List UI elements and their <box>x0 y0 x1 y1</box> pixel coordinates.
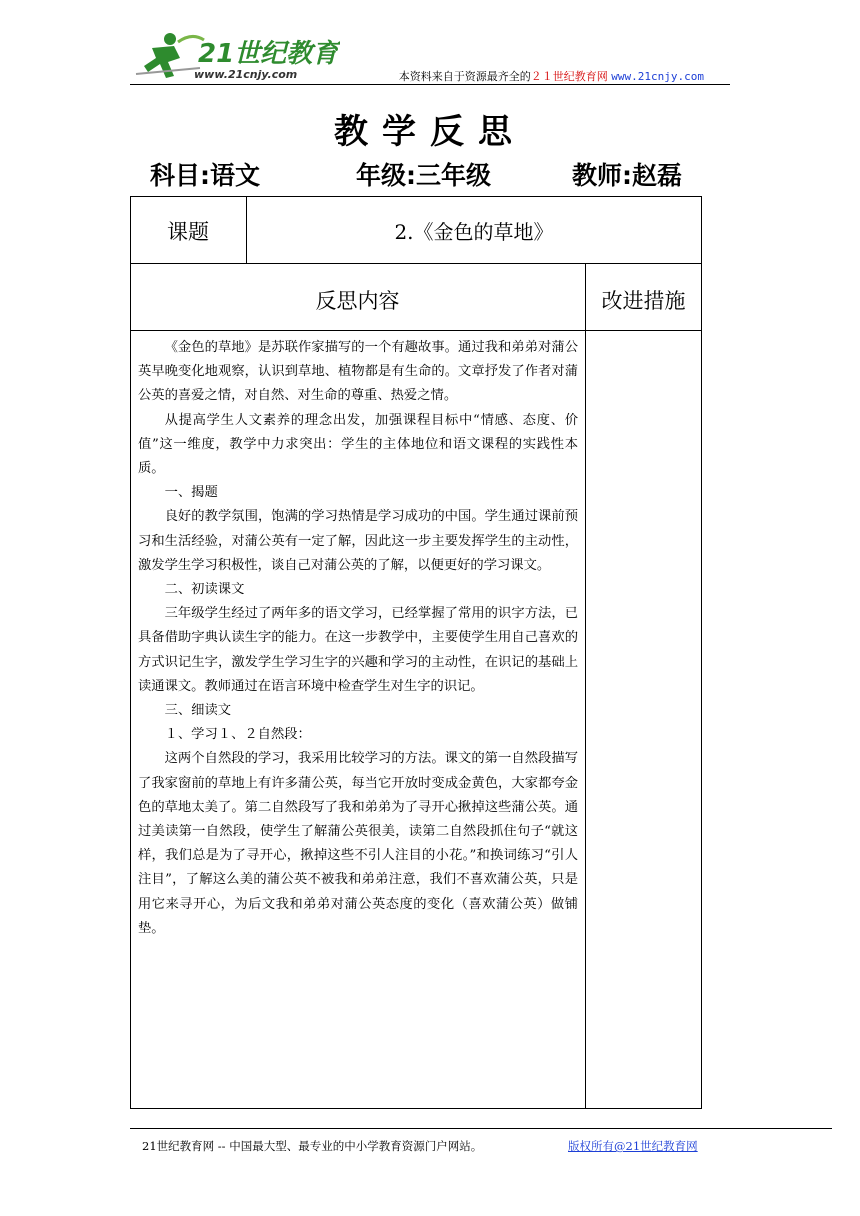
svg-text:21世纪教育: 21世纪教育 <box>198 39 339 69</box>
footer-divider <box>130 1128 832 1129</box>
footer-copyright-link[interactable]: 版权所有@21世纪教育网 <box>568 1139 698 1153</box>
paragraph: 这两个自然段的学习，我采用比较学习的方法。课文的第一自然段描写了我家窗前的草地上有许多蒲公英，每当它开放时变成金黄色，大家都夸金色的草地太美了。第二自然段写了我和弟弟为了寻开心揪掉这些蒲公英。通过美读第一自然段，使学生了解蒲公英很美，读第二自然段抓住句子“就这样，我们总是为了寻开心，揪掉这些不引人注目的小花。”和换词练习“引人注目”，了解这么美的蒲公英不被我和弟弟注意，我们不喜欢蒲公英，只是用它来寻开心，为后文我和弟弟对蒲公英态度的变化（喜欢蒲公英）做铺垫。 <box>138 751 578 936</box>
table-row-divider <box>130 330 702 331</box>
document-title: 教学反思 <box>334 112 526 152</box>
section-heading: 三、细读文 <box>164 703 232 719</box>
footer-text: 21世纪教育网 -- 中国最大型、最专业的中小学教育资源门户网站。 <box>142 1139 483 1153</box>
paragraph: 良好的教学氛围，饱满的学习热情是学习成功的中国。学生通过课前预习和生活经验，对蒲公英有一定了解，因此这一步主要发挥学生的主动性，激发学生学习积极性，谈自己对蒲公英的了解，以便更好的学习课文。 <box>138 509 578 573</box>
table-row-divider <box>130 263 702 264</box>
svg-text:www.21cnjy.com: www.21cnjy.com <box>194 68 298 81</box>
header-url-link[interactable]: www.21cnjy.com <box>611 70 704 83</box>
section-heading: 一、揭题 <box>164 485 218 501</box>
content-header-cell: 反思内容 <box>315 289 400 313</box>
paragraph: 《金色的草地》是苏联作家描写的一个有趣故事。通过我和弟弟对蒲公英早晚变化地观察，认识到草地、植物都是有生命的。文章抒发了作者对蒲公英的喜爱之情，对自然、对生命的尊重、热爱之情。 <box>138 340 578 404</box>
header-brand: ２１世纪教育网 <box>530 70 608 83</box>
header-note <box>399 68 704 84</box>
topic-label-cell: 课题 <box>167 220 209 244</box>
section-heading: 二、初读课文 <box>164 582 245 598</box>
site-logo <box>130 28 340 82</box>
header-divider <box>130 84 730 85</box>
topic-value-cell: 2.《金色的草地》 <box>394 220 554 244</box>
table-col-divider <box>585 263 586 1109</box>
sub-heading: １、学习１、２自然段： <box>164 727 311 743</box>
subject-label: 科目:语文 <box>150 161 260 190</box>
grade-label: 年级:三年级 <box>356 161 491 190</box>
improve-header-cell: 改进措施 <box>601 289 686 313</box>
paragraph: 三年级学生经过了两年多的语文学习，已经掌握了常用的识字方法，已具备借助字典认读生字的能力。在这一步教学中，主要使学生用自己喜欢的方式识记生字，激发学生学习生字的兴趣和学习的主动性，在识记的基础上读通课文。教师通过在语言环境中检查学生对生字的识记。 <box>138 606 578 694</box>
reflection-content <box>138 336 578 941</box>
paragraph: 从提高学生人文素养的理念出发，加强课程目标中“情感、态度、价值”这一维度，教学中力求突出：学生的主体地位和语文课程的实践性本质。 <box>138 412 578 477</box>
teacher-label: 教师:赵磊 <box>572 161 682 190</box>
page-header <box>130 28 730 86</box>
header-note-text: 本资料来自于资源最齐全的 <box>398 70 531 83</box>
